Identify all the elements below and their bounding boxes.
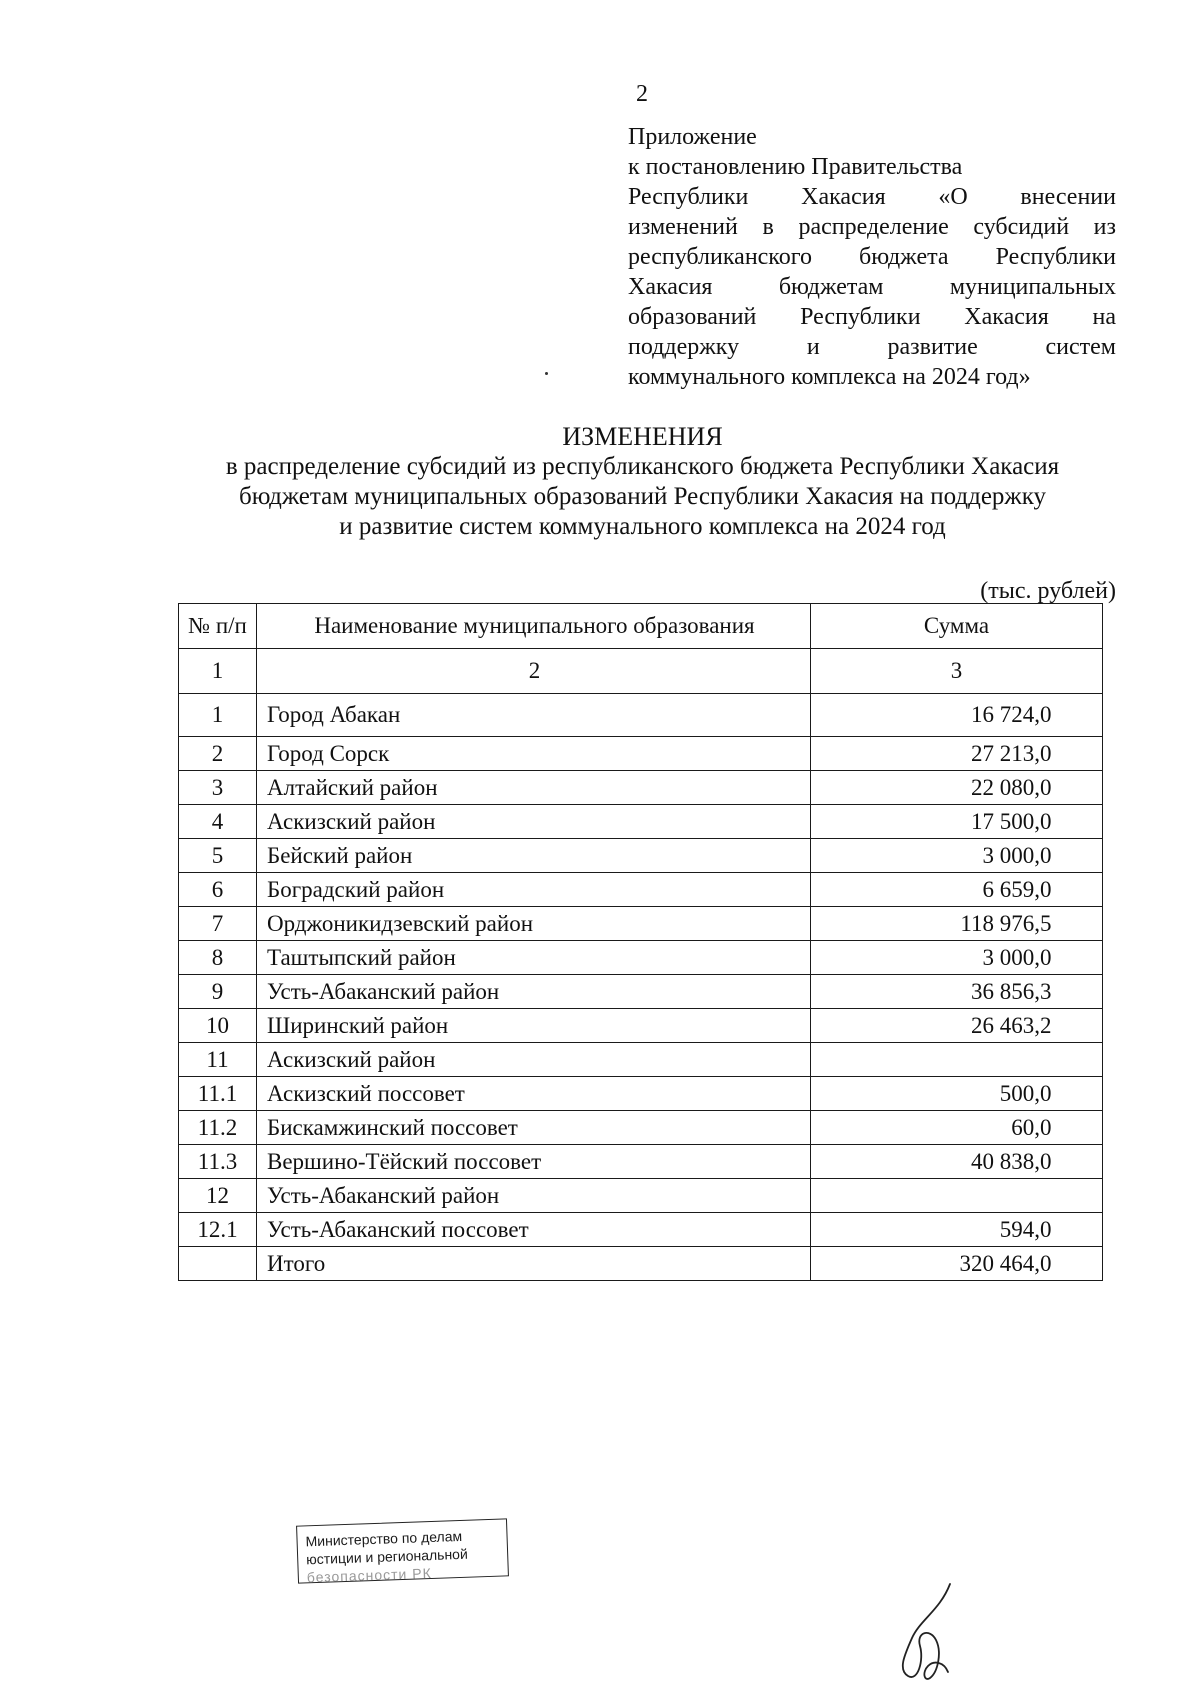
- row-number: 10: [179, 1009, 257, 1043]
- row-number: 4: [179, 805, 257, 839]
- row-sum-cell: [811, 1009, 1103, 1043]
- row-name: Аскизский район: [257, 1043, 811, 1077]
- row-sum-cell: [811, 1145, 1103, 1179]
- table-row: [179, 694, 1103, 737]
- table-row: [179, 771, 1103, 805]
- row-number: 8: [179, 941, 257, 975]
- row-number: 5: [179, 839, 257, 873]
- header-sum: Сумма: [811, 604, 1103, 649]
- row-name: Усть-Абаканский поссовет: [257, 1213, 811, 1247]
- table-row: [179, 839, 1103, 873]
- row-sum: 22 080,0: [971, 774, 1052, 800]
- appendix-line: изменений в распределение субсидий из: [628, 214, 1116, 240]
- title-line: бюджетам муниципальных образований Республики Хакасия на поддержку: [238, 483, 1046, 510]
- stamp-line: безопасности РК: [306, 1565, 432, 1586]
- header-name: Наименование муниципального образования: [257, 604, 811, 649]
- appendix-line: коммунального комплекса на 2024 год»: [628, 364, 1031, 390]
- title-line: и развитие систем коммунального комплекса на 2024 год: [339, 513, 946, 540]
- row-name: Ширинский район: [257, 1009, 811, 1043]
- row-sum-cell: [811, 1111, 1103, 1145]
- row-name: Город Сорск: [257, 737, 811, 771]
- table-row: [179, 1179, 1103, 1213]
- row-sum: 36 856,3: [971, 978, 1052, 1004]
- row-sum: 16 724,0: [971, 702, 1052, 727]
- row-sum: 26 463,2: [971, 1012, 1052, 1038]
- title-line: в распределение субсидий из республиканского бюджета Республики Хакасия: [225, 453, 1060, 480]
- table-row: [179, 737, 1103, 771]
- row-sum-cell: [811, 1077, 1103, 1111]
- stamp-line: Министерство по делам: [305, 1527, 463, 1550]
- row-name: Боградский район: [257, 873, 811, 907]
- row-number: 12: [179, 1179, 257, 1213]
- subsidy-table: [178, 603, 1103, 1281]
- row-name: Усть-Абаканский район: [257, 1179, 811, 1213]
- row-number: 6: [179, 873, 257, 907]
- row-sum-cell: [811, 1179, 1103, 1213]
- row-sum: 60,0: [1011, 1114, 1052, 1140]
- column-number: 1: [179, 649, 257, 694]
- row-name: Аскизский поссовет: [257, 1077, 811, 1111]
- row-number: 11.3: [179, 1145, 257, 1179]
- signature-mark: [890, 1580, 970, 1685]
- row-name: Алтайский район: [257, 771, 811, 805]
- table-row: [179, 873, 1103, 907]
- row-name: Бейский район: [257, 839, 811, 873]
- table-row: [179, 1009, 1103, 1043]
- table-row: [179, 1111, 1103, 1145]
- appendix-line: Приложение: [628, 124, 757, 150]
- appendix-line: Хакасия бюджетам муниципальных: [628, 274, 1116, 300]
- table-row: [179, 907, 1103, 941]
- column-number: 2: [257, 649, 811, 694]
- row-number: 11.2: [179, 1111, 257, 1145]
- stamp-line: юстиции и региональной: [305, 1545, 469, 1568]
- table-row: [179, 1043, 1103, 1077]
- table-row: [179, 1077, 1103, 1111]
- table-row: [179, 941, 1103, 975]
- table-row: [179, 805, 1103, 839]
- row-sum-cell: [811, 737, 1103, 771]
- row-sum: 3 000,0: [982, 842, 1052, 868]
- row-number: 3: [179, 771, 257, 805]
- row-number: 11: [179, 1043, 257, 1077]
- row-sum-cell: [811, 873, 1103, 907]
- ministry-stamp: [296, 1518, 509, 1586]
- appendix-header: [628, 122, 1116, 392]
- units-label: (тыс. рублей): [980, 578, 1116, 604]
- row-sum-cell: [811, 941, 1103, 975]
- row-sum: 27 213,0: [971, 740, 1052, 766]
- appendix-line: республиканского бюджета Республики: [628, 244, 1116, 270]
- row-name: Усть-Абаканский район: [257, 975, 811, 1009]
- row-number: [179, 1247, 257, 1281]
- row-sum-cell: [811, 907, 1103, 941]
- table-row: [179, 1213, 1103, 1247]
- row-sum-cell: [811, 805, 1103, 839]
- row-sum: 3 000,0: [982, 944, 1052, 970]
- row-sum: 320 464,0: [959, 1250, 1052, 1276]
- row-number: 1: [179, 694, 257, 737]
- row-sum: 118 976,5: [960, 910, 1052, 936]
- appendix-line: поддержку и развитие систем: [628, 334, 1116, 360]
- page-number: 2: [636, 81, 648, 107]
- table-header-row: [179, 604, 1103, 649]
- row-sum: 40 838,0: [971, 1148, 1052, 1174]
- row-sum: 6 659,0: [982, 876, 1052, 902]
- row-number: 7: [179, 907, 257, 941]
- column-numbers-row: [179, 649, 1103, 694]
- row-name: Город Абакан: [257, 694, 811, 737]
- appendix-line: к постановлению Правительства: [628, 154, 963, 180]
- row-sum-cell: [811, 1213, 1103, 1247]
- row-sum-cell: [811, 975, 1103, 1009]
- table-row: [179, 1145, 1103, 1179]
- table-row: [179, 975, 1103, 1009]
- row-sum-cell: [811, 1043, 1103, 1077]
- appendix-line: образований Республики Хакасия на: [628, 304, 1116, 330]
- row-sum: 17 500,0: [971, 808, 1052, 834]
- row-sum: 594,0: [999, 1216, 1052, 1242]
- row-name: Итого: [257, 1247, 811, 1281]
- row-name: Таштыпский район: [257, 941, 811, 975]
- row-name: Вершино-Тёйский поссовет: [257, 1145, 811, 1179]
- table-row: [179, 1247, 1103, 1281]
- title-heading: ИЗМЕНЕНИЯ: [562, 422, 723, 451]
- row-number: 11.1: [179, 1077, 257, 1111]
- row-sum-cell: [811, 771, 1103, 805]
- row-sum-cell: [811, 694, 1103, 737]
- scan-artifact-dot: [545, 372, 548, 375]
- row-name: Орджоникидзевский район: [257, 907, 811, 941]
- row-name: Бискамжинский поссовет: [257, 1111, 811, 1145]
- row-sum: 500,0: [999, 1080, 1052, 1106]
- row-number: 12.1: [179, 1213, 257, 1247]
- appendix-line: Республики Хакасия «О внесении: [628, 184, 1116, 210]
- row-number: 9: [179, 975, 257, 1009]
- row-number: 2: [179, 737, 257, 771]
- row-sum-cell: [811, 1247, 1103, 1281]
- column-number: 3: [811, 649, 1103, 694]
- header-number: № п/п: [179, 604, 257, 649]
- row-name: Аскизский район: [257, 805, 811, 839]
- row-sum-cell: [811, 839, 1103, 873]
- document-title: [0, 422, 1200, 542]
